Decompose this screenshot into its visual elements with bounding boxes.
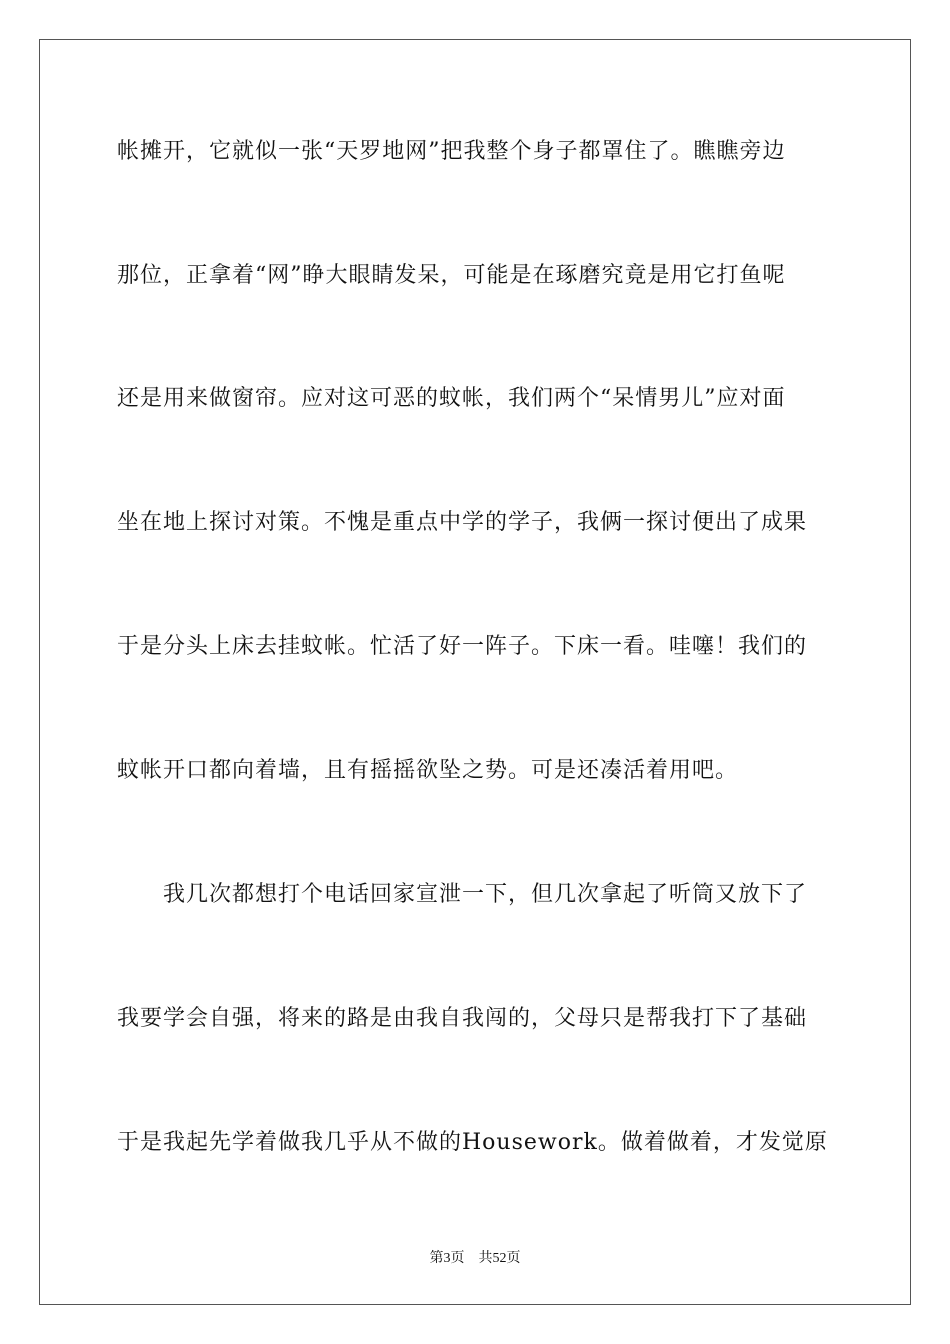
- text-line: 蚊帐开口都向着墙，且有摇摇欲坠之势。可是还凑活着用吧。: [117, 758, 739, 783]
- text-line: 我要学会自强，将来的路是由我自我闯的，父母只是帮我打下了基础: [117, 1006, 808, 1031]
- page-total: 共52页: [478, 1251, 521, 1266]
- text-line: 坐在地上探讨对策。不愧是重点中学的学子，我俩一探讨便出了成果: [117, 510, 808, 535]
- paragraph-first-line: 我几次都想打个电话回家宣泄一下，但几次拿起了听筒又放下了: [163, 882, 808, 907]
- page-footer: [0, 1247, 950, 1267]
- text-line: 于是分头上床去挂蚊帐。忙活了好一阵子。下床一看。哇噻！我们的: [117, 634, 808, 659]
- page-number: 第3页: [429, 1251, 465, 1266]
- page-border: [39, 39, 911, 1305]
- text-line: 还是用来做窗帘。应对这可恶的蚊帐，我们两个“呆情男儿”应对面: [117, 386, 786, 411]
- text-line: 于是我起先学着做我几乎从不做的Housework。做着做着，才发觉原: [117, 1130, 828, 1155]
- text-line: 那位，正拿着“网”睁大眼睛发呆，可能是在琢磨究竟是用它打鱼呢: [117, 263, 786, 288]
- text-line: 帐摊开，它就似一张“天罗地网”把我整个身子都罩住了。瞧瞧旁边: [117, 139, 786, 164]
